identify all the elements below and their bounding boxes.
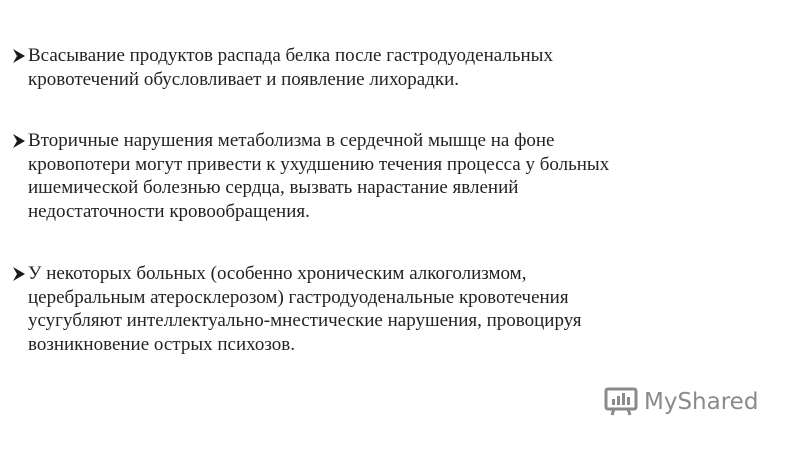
bullet-text <box>28 129 732 223</box>
arrow-bullet-icon <box>12 133 26 149</box>
text-line: церебральным атеросклерозом) гастродуоденальные кровотечения <box>28 286 569 308</box>
bullet-item <box>12 262 732 356</box>
arrow-bullet-icon <box>12 48 26 64</box>
bullet-item <box>12 44 732 91</box>
bullet-text <box>28 44 732 91</box>
watermark-text: MyShared <box>644 389 759 415</box>
myshared-logo-icon <box>604 387 638 417</box>
text-line: недостаточности кровообращения. <box>28 200 310 222</box>
text-line: ишемической болезнью сердца, вызвать нарастание явлений <box>28 177 519 198</box>
arrow-bullet-icon <box>12 266 26 282</box>
text-line: кровопотери могут привести к ухудшению течения процесса у больных <box>28 153 610 175</box>
text-line: Всасывание продуктов распада белка после гастродуоденальных <box>28 45 553 66</box>
text-line: усугубляют интеллектуально-мнестические нарушения, провоцируя <box>28 310 582 331</box>
text-line: У некоторых больных (особенно хроническим алкоголизмом, <box>28 263 527 284</box>
bullet-text <box>28 262 732 356</box>
text-line: Вторичные нарушения метаболизма в сердечной мышце на фоне <box>28 130 555 151</box>
text-line: кровотечений обусловливает и появление лихорадки. <box>28 68 459 90</box>
text-line: возникновение острых психозов. <box>28 333 296 355</box>
myshared-watermark <box>604 386 758 418</box>
bullet-item <box>12 129 732 223</box>
